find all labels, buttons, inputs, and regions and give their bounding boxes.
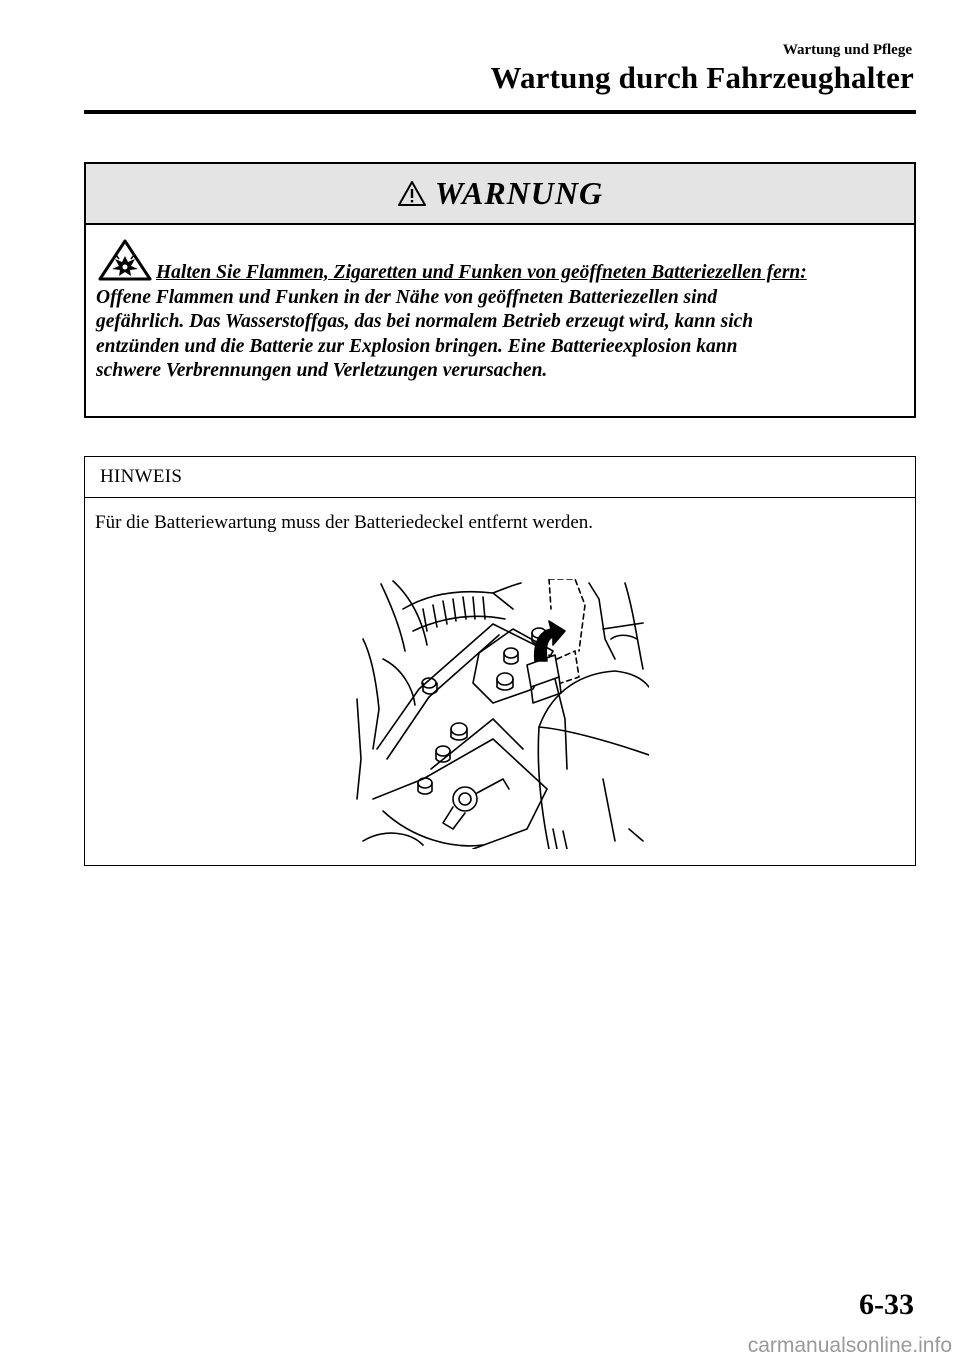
site-watermark: carmanualsonline.info (747, 1334, 952, 1357)
note-header (85, 457, 915, 498)
warning-title: WARNUNG (434, 175, 604, 211)
battery-cover-illustration (353, 579, 649, 849)
warning-line: gefährlich. Das Wasserstoffgas, das bei normalem Betrieb erzeugt wird, kann sich (96, 311, 754, 333)
page-number: 6-33 (859, 1288, 914, 1321)
note-box (84, 456, 916, 866)
warning-lead-text: Halten Sie Flammen, Zigaretten und Funken von geöffneten Batteriezellen fern: (156, 262, 807, 283)
section-header: Wartung und Pflege (782, 42, 912, 58)
warning-body (86, 225, 914, 384)
warning-line: schwere Verbrennungen und Verletzungen verursachen. (96, 360, 548, 382)
note-title: HINWEIS (100, 466, 183, 487)
warning-triangle-icon (397, 180, 427, 207)
warning-lead-line (96, 239, 904, 286)
warning-line: Offene Flammen und Funken in der Nähe von geöffneten Batteriezellen sind (96, 286, 718, 308)
header-divider (84, 110, 916, 114)
explosion-hazard-icon (98, 239, 152, 281)
note-text: Für die Batteriewartung muss der Batteriedeckel entfernt werden. (95, 512, 594, 533)
warning-line: entzünden und die Batterie zur Explosion bringen. Eine Batterieexplosion kann (96, 335, 738, 357)
page-title: Wartung durch Fahrzeughalter (490, 60, 914, 95)
warning-header (86, 164, 914, 225)
warning-box (84, 162, 916, 418)
